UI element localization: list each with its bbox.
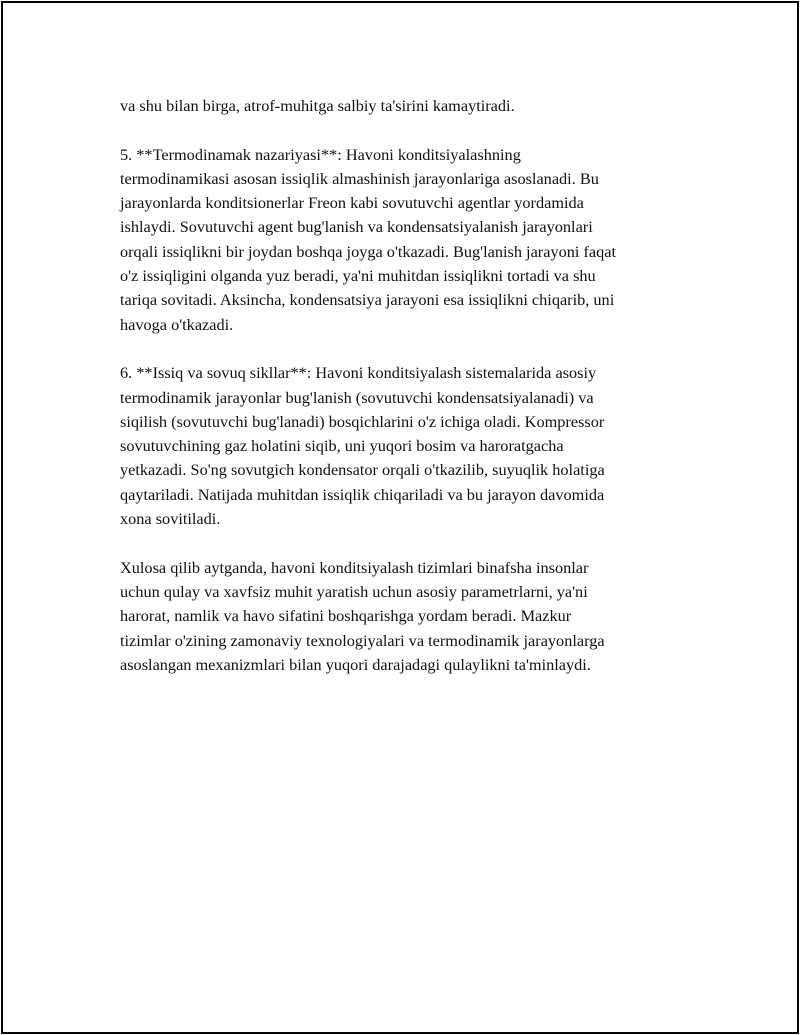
text-line: jarayonlarda konditsionerlar Freon kabi sovutuvchi agentlar yordamida <box>120 193 584 213</box>
text-line: tizimlar o'zining zamonaviy texnologiyalari va termodinamik jarayonlarga <box>120 630 605 650</box>
text-line: asoslangan mexanizmlari bilan yuqori darajadagi qulaylikni ta'minlaydi. <box>120 654 591 674</box>
page-frame <box>1 1 799 1034</box>
text-line: uchun qulay va xavfsiz muhit yaratish uchun asosiy parametrlarni, ya'ni <box>120 581 588 601</box>
text-line: qaytariladi. Natijada muhitdan issiqlik chiqariladi va bu jarayon davomida <box>120 484 605 504</box>
paragraph-issiq-sovuq-sikllar <box>120 361 700 531</box>
text-line: tariqa sovitadi. Aksincha, kondensatsiya jarayoni esa issiqlikni chiqarib, uni <box>120 290 615 310</box>
text-line: xona sovitiladi. <box>120 509 221 529</box>
text-line: termodinamik jarayonlar bug'lanish (sovutuvchi kondensatsiyalanadi) va <box>120 387 594 407</box>
text-line: harorat, namlik va havo sifatini boshqarishga yordam beradi. Mazkur <box>120 606 572 626</box>
document-body <box>120 94 700 701</box>
text-line: havoga o'tkazadi. <box>120 314 234 334</box>
text-line: termodinamikasi asosan issiqlik almashinish jarayonlariga asoslanadi. Bu <box>120 168 599 188</box>
text-line: ishlaydi. Sovutuvchi agent bug'lanish va kondensatsiyalanish jarayonlari <box>120 217 593 237</box>
text-line: o'z issiqligini olganda yuz beradi, ya'ni muhitdan issiqlikni tortadi va shu <box>120 266 596 286</box>
text-line: sovutuvchining gaz holatini siqib, uni yuqori bosim va haroratgacha <box>120 436 564 456</box>
text-line: yetkazadi. So'ng sovutgich kondensator orqali o'tkazilib, suyuqlik holatiga <box>120 460 605 480</box>
paragraph-termodinamak-nazariyasi <box>120 143 700 337</box>
text-line: va shu bilan birga, atrof-muhitga salbiy ta'sirini kamaytiradi. <box>120 96 515 115</box>
text-line: 5. **Termodinamak nazariyasi**: Havoni konditsiyalashning <box>120 144 521 164</box>
paragraph-continuation <box>120 94 700 118</box>
text-line: 6. **Issiq va sovuq sikllar**: Havoni konditsiyalash sistemalarida asosiy <box>120 363 597 383</box>
text-line: siqilish (sovutuvchi bug'lanadi) bosqichlarini o'z ichiga oladi. Kompressor <box>120 411 605 431</box>
text-line: orqali issiqlikni bir joydan boshqa joyga o'tkazadi. Bug'lanish jarayoni faqat <box>120 241 617 261</box>
text-line: Xulosa qilib aytganda, havoni konditsiyalash tizimlari binafsha insonlar <box>120 557 589 577</box>
paragraph-xulosa <box>120 556 700 677</box>
